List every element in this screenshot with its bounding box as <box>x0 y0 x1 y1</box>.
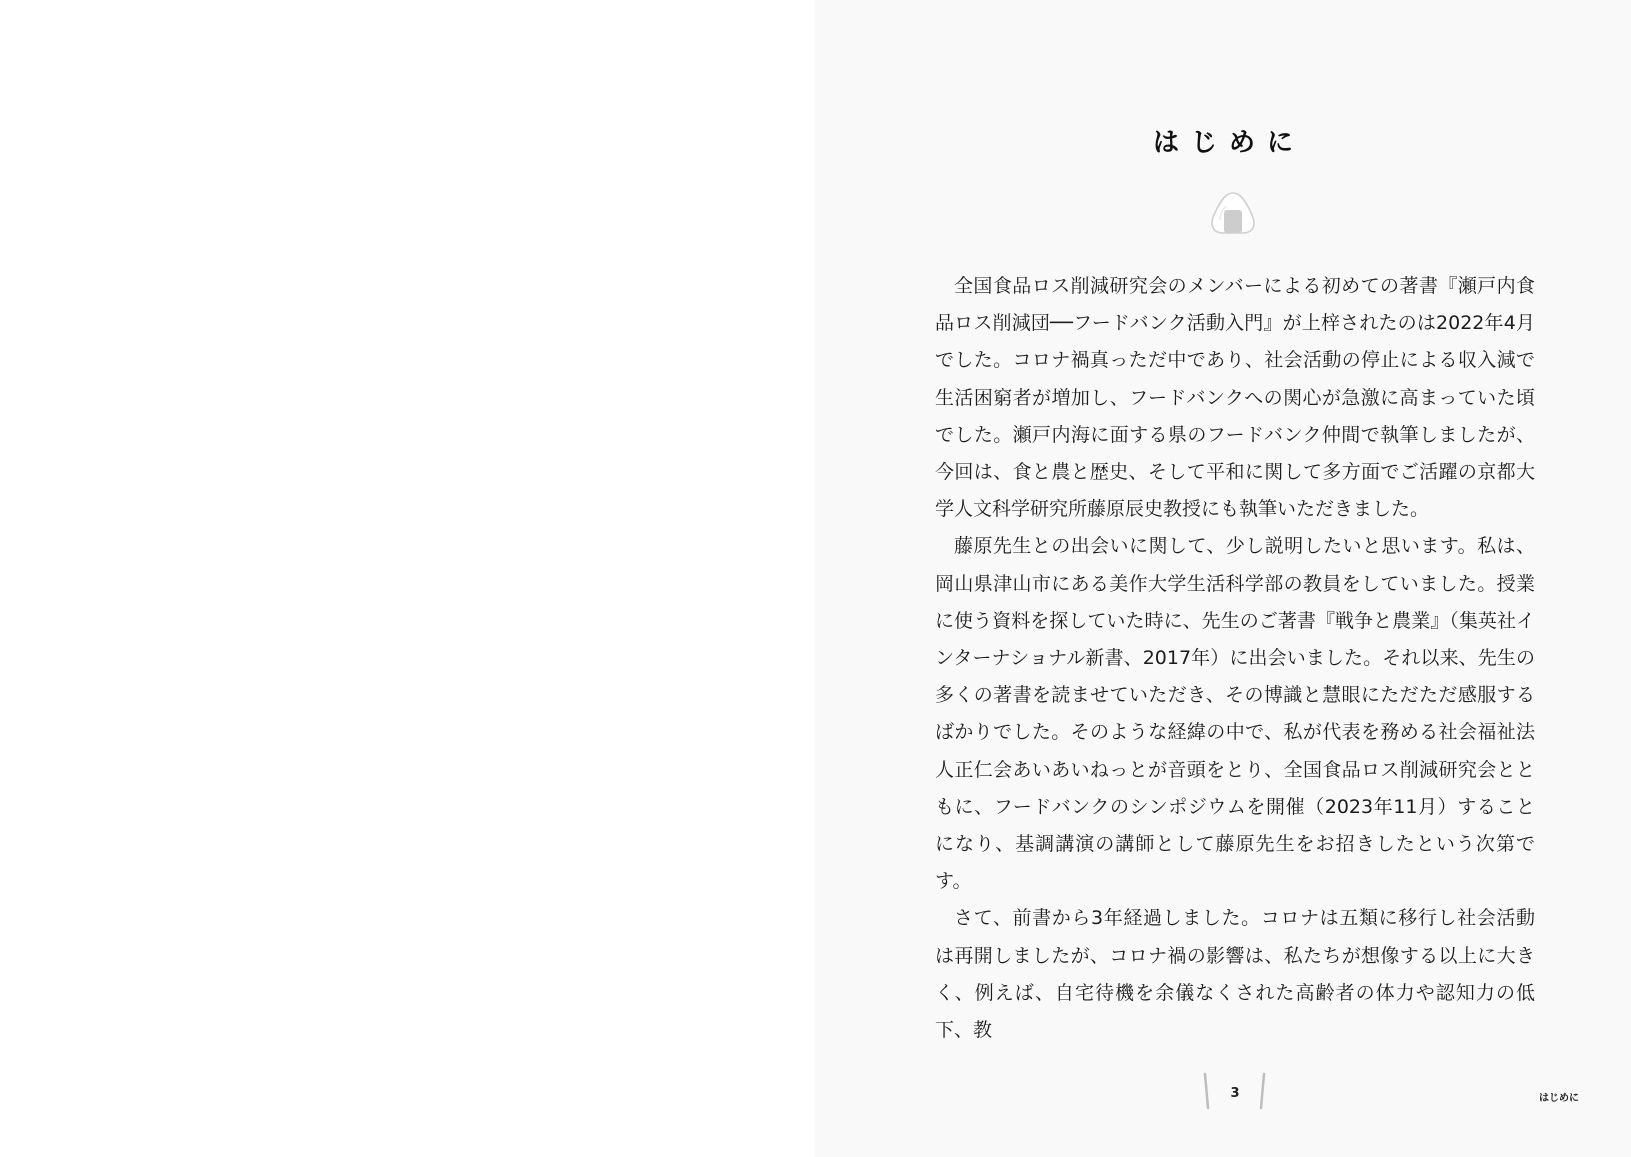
chapter-title: はじめに <box>1152 128 1305 158</box>
onigiri-icon <box>1209 190 1257 236</box>
right-page <box>815 0 1631 1157</box>
paragraph-1: 全国食品ロス削減研究会のメンバーによる初めての著書『瀬戸内食品ロス削減団──フードバンク活動入門』が上梓されたのは2022年4月でした。コロナ禍真っただ中であり、社会活動の停止による収入減で生活困窮者が増加し、フードバンクへの関心が急激に高まっていた頃でした。瀬戸内海に面する県のフードバンク仲間で執筆しましたが、今回は、食と農と歴史、そして平和に関して多方面でご活躍の京都大学人文科学研究所藤原辰史教授にも執筆いただきました。 <box>935 275 1535 521</box>
page-number-area <box>1200 1072 1270 1112</box>
page-number: 3 <box>1230 1086 1240 1101</box>
paragraph-3: さて、前書から3年経過しました。コロナは五類に移行し社会活動は再開しましたが、コロナ禍の影響は、私たちが想像する以上に大きく、例えば、自宅待機を余儀なくされた高齢者の体力や認知力の低下、教 <box>935 907 1535 1042</box>
body-text <box>935 268 1535 1049</box>
running-header: はじめに <box>1539 1093 1579 1104</box>
left-page-blank <box>0 0 815 1157</box>
paragraph-2: 藤原先生との出会いに関して、少し説明したいと思います。私は、岡山県津山市にある美作大学生活科学部の教員をしていました。授業に使う資料を探していた時に、先生のご著書『戦争と農業』（集英社インターナショナル新書、2017年）に出会いました。それ以来、先生の多くの著書を読ませていただき、その博識と慧眼にただただ感服するばかりでした。そのような経緯の中で、私が代表を務める社会福祉法人正仁会あいあいねっとが音頭をとり、全国食品ロス削減研究会とともに、フードバンクのシンポジウムを開催（2023年11月）することになり、基調講演の講師として藤原先生をお招きしたという次第です。 <box>935 535 1535 893</box>
